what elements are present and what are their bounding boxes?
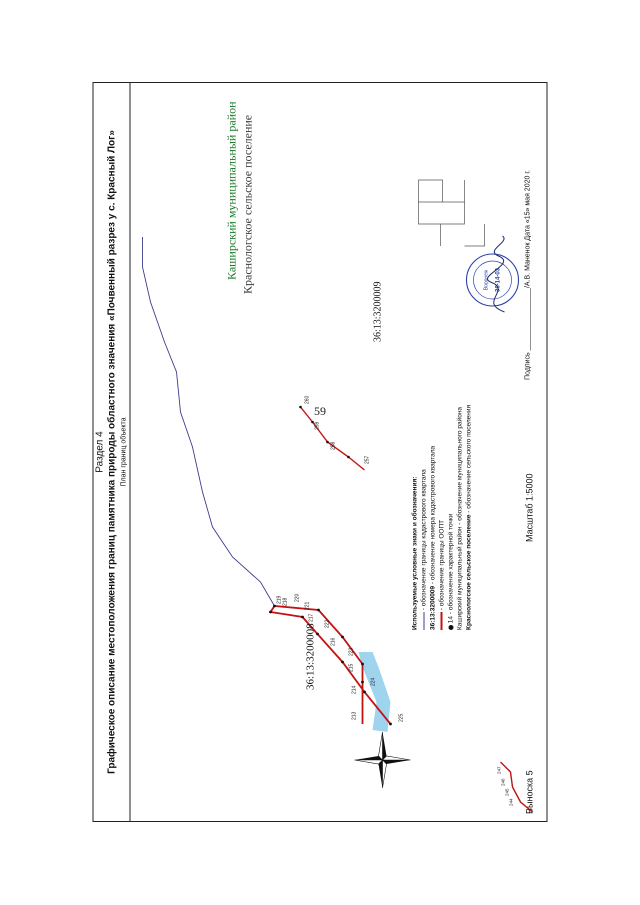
- stamp-icon: [467, 254, 519, 306]
- sheet-title: Графическое описание местоположения границ памятника природы областного значения «Почвенный разрез у с. Красный Лог»: [106, 130, 118, 774]
- legend: [411, 330, 474, 630]
- legend-item: [420, 330, 429, 630]
- legend-item: [447, 330, 456, 630]
- point-label: 260: [304, 395, 311, 404]
- oopt-boundary-mid: [301, 407, 365, 470]
- point-label: 215: [348, 663, 355, 672]
- quarter-label-secondary: 36:13:3200009: [372, 281, 384, 342]
- point-label: 216: [330, 637, 337, 646]
- point-label: 217: [308, 613, 315, 622]
- point-label: 246: [500, 778, 506, 786]
- point-label: 219: [276, 595, 283, 604]
- legend-sample: 36:13:3200009: [429, 585, 437, 630]
- legend-item: [429, 330, 438, 630]
- signature-label: Подпись: [524, 352, 532, 380]
- quarter-label-main: 36:13:3200008: [304, 623, 317, 690]
- legend-item: [456, 330, 465, 630]
- map-sheet: [73, 62, 568, 842]
- point-label: 247: [496, 766, 502, 774]
- legend-item-text: - обозначение муниципального района: [456, 406, 464, 525]
- scale-label: Масштаб 1:5000: [524, 473, 535, 542]
- signature-blank: ________________: [524, 288, 532, 351]
- legend-item: [438, 330, 447, 630]
- point-label: 259: [314, 421, 321, 430]
- point-label: 257: [364, 455, 371, 464]
- point-label: 224: [370, 677, 377, 686]
- signer-text: /А.В. Маненок Дата «15» мая 2020 г.: [524, 170, 532, 289]
- legend-sample: Краснологское сельское поселение: [465, 514, 473, 630]
- point-markers-mid: [299, 406, 350, 459]
- point-label: 222: [324, 619, 331, 628]
- index-grid-icon: [419, 180, 485, 246]
- district-label: Каширский муниципальный район: [224, 101, 239, 280]
- compass-rose-icon: [355, 732, 411, 788]
- stamp-text: Воронеж: [483, 269, 490, 291]
- legend-title: Используемые условные знаки и обозначения:: [411, 476, 419, 630]
- page-number: 59: [314, 404, 326, 418]
- stamp-text: 36-14-03: [495, 267, 502, 293]
- point-label: 218: [282, 597, 289, 606]
- point-label: 245: [504, 788, 510, 796]
- point-label: 213: [351, 711, 358, 720]
- settlement-label: Краснологское сельское поселение: [240, 114, 255, 294]
- point-label: 220: [294, 593, 301, 602]
- point-label: 223: [348, 647, 355, 656]
- point-label: 258: [330, 441, 337, 450]
- sheet-subtitle: План границ объекта: [120, 417, 128, 487]
- rotated-sheet-wrapper: [73, 62, 568, 842]
- legend-item-text: - обозначение характерной точки: [447, 513, 455, 615]
- point-label: 214: [351, 685, 358, 694]
- legend-item-text: - обозначение границы ООПТ: [438, 519, 446, 611]
- legend-sample: Каширский муниципальный район: [456, 526, 464, 630]
- section-label: Раздел 4: [94, 431, 106, 473]
- inset-title: Выноска 5: [524, 770, 535, 814]
- legend-item: [465, 330, 474, 630]
- legend-sample: 14: [447, 615, 455, 624]
- legend-item-text: - обозначение границы кадастрового квартала: [420, 469, 428, 611]
- legend-item-text: - обозначение сельского поселения: [465, 404, 473, 513]
- signature-block: [525, 170, 532, 380]
- legend-item-text: - обозначение номера кадастрового квартала: [429, 445, 437, 585]
- point-label: 244: [508, 798, 514, 806]
- point-label: 225: [398, 713, 405, 722]
- point-label: 221: [304, 601, 311, 610]
- map-graphics: [73, 62, 568, 842]
